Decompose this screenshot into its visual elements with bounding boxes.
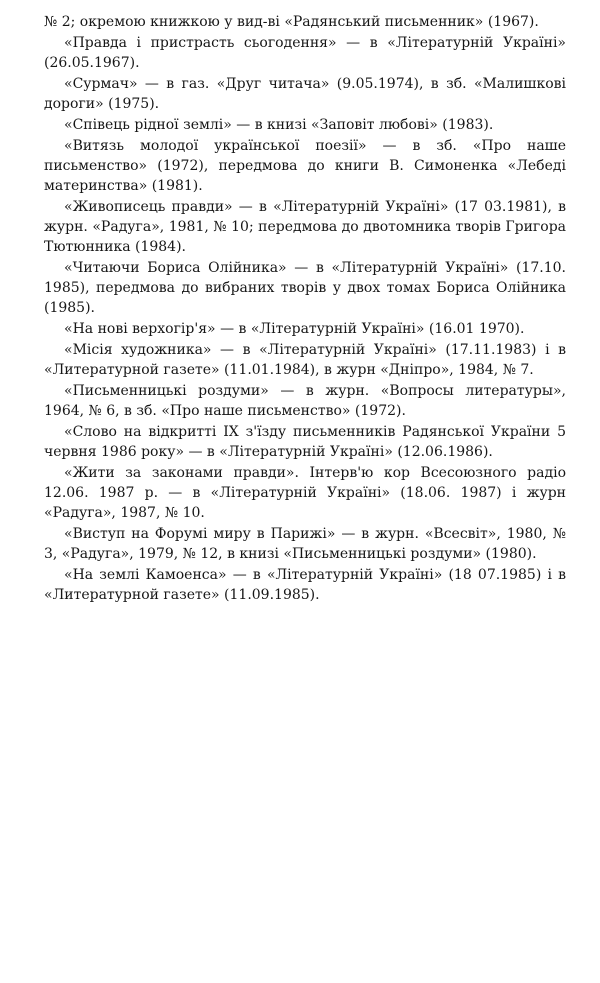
bibliography-entry: «Співець рідної землі» — в книзі «Заповіт любові» (1983). (64, 117, 494, 133)
bibliography-text (44, 12, 566, 606)
bibliography-entry: № 2; окремою книжкою у вид-ві «Радянський письменник» (1967). (44, 14, 539, 30)
bibliography-entry: «Жити за законами правди». Інтерв'ю кор Всесоюзного радіо 12.06. 1987 р. — в «Літературній Україні» (18.06. 1987) і журн «Радуга», 1987, № 10. (44, 465, 566, 521)
bibliography-entry: «Правда і пристрасть сьогодення» — в «Літературній Україні» (26.05.1967). (44, 35, 566, 71)
bibliography-entry: «Живописець правди» — в «Літературній Україні» (17 03.1981), в журн. «Радуга», 1981, № 10; передмова до двотомника творів Григора Тютюнника (1984). (44, 199, 566, 255)
bibliography-entry: «Виступ на Форумі миру в Парижі» — в журн. «Всесвіт», 1980, № 3, «Радуга», 1979, № 12, в книзі «Письменницькі роздуми» (1980). (44, 526, 566, 562)
bibliography-entry: «На землі Камоенса» — в «Літературній Україні» (18 07.1985) і в «Литературной газете» (11.09.1985). (44, 567, 566, 603)
bibliography-entry: «Місія художника» — в «Літературній Україні» (17.11.1983) і в «Литературной газете» (11.01.1984), в журн «Дніпро», 1984, № 7. (44, 342, 566, 378)
bibliography-entry: «Сурмач» — в газ. «Друг читача» (9.05.1974), в зб. «Малишкові дороги» (1975). (44, 76, 566, 112)
bibliography-entry: «Слово на відкритті IX з'їзду письменників Радянської України 5 червня 1986 року» — в «Літературній Україні» (12.06.1986). (44, 424, 566, 460)
bibliography-entry: «Читаючи Бориса Олійника» — в «Літературній Україні» (17.10. 1985), передмова до вибраних творів у двох томах Бориса Олійника (1985). (44, 260, 566, 316)
bibliography-entry: «Витязь молодої української поезії» — в зб. «Про наше письменство» (1972), передмова до книги В. Симоненка «Лебеді материнства» (1981). (44, 138, 566, 194)
bibliography-entry: «Письменницькі роздуми» — в журн. «Вопросы литературы», 1964, № 6, в зб. «Про наше письменство» (1972). (44, 383, 566, 419)
bibliography-entry: «На нові верхогір'я» — в «Літературній Україні» (16.01 1970). (64, 321, 525, 337)
